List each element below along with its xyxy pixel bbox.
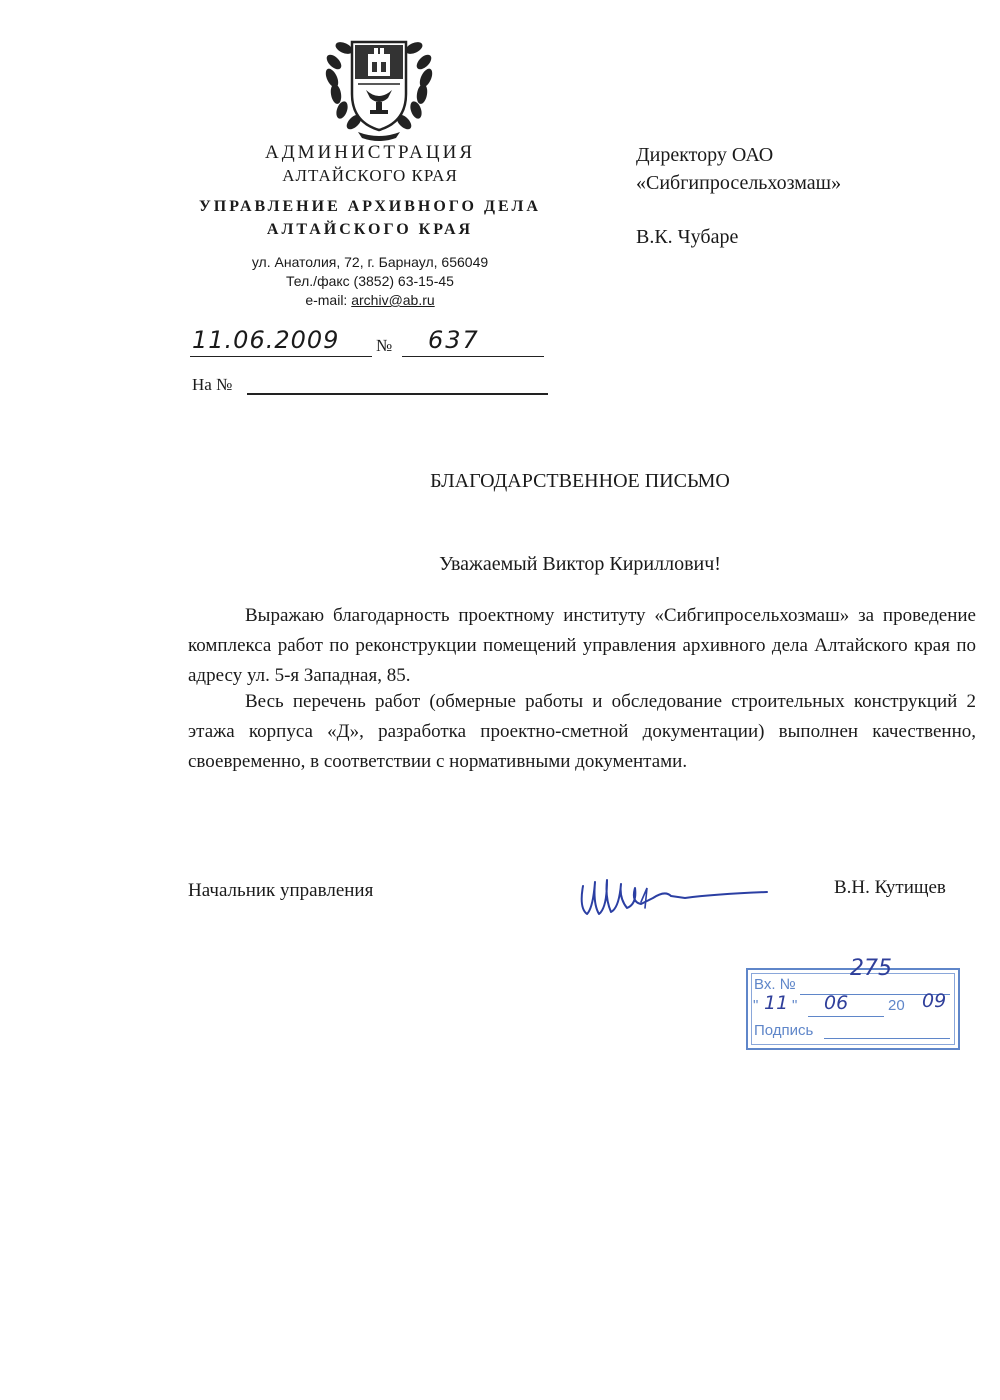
registration-number-label: № <box>376 336 393 355</box>
handwritten-signature <box>575 868 775 924</box>
stamp-signature-underline <box>824 1038 950 1039</box>
recipient-organization: «Сибгипросельхозмаш» <box>636 172 842 194</box>
registration-number: 637 <box>428 326 480 354</box>
reference-underline <box>247 393 548 395</box>
reference-label: На № <box>192 375 233 394</box>
department-region: АЛТАЙСКОГО КРАЯ <box>266 221 474 238</box>
stamp-day: 11 <box>764 992 789 1014</box>
body-paragraph-1: Выражаю благодарность проектному институту «Сибгипросельхозмаш» за проведение комплекса работ по реконструкции помещений управления архивного дела Алтайского края по адресу ул. 5-я Западная, 85. <box>188 605 976 686</box>
stamp-year-suffix: 09 <box>922 990 947 1012</box>
stamp-quote-open: " <box>753 997 759 1014</box>
admin-region: АЛТАЙСКОГО КРАЯ <box>282 166 458 185</box>
stamp-incoming-label: Вх. № <box>754 976 796 993</box>
email-link[interactable]: archiv@ab.ru <box>351 292 435 308</box>
reference-line <box>192 373 552 403</box>
signatory-position: Начальник управления <box>188 880 374 901</box>
incoming-stamp <box>746 956 960 1050</box>
number-underline <box>402 356 544 357</box>
letter-greeting: Уважаемый Виктор Кириллович! <box>439 553 721 575</box>
stamp-incoming-number: 275 <box>850 956 892 981</box>
coat-of-arms-emblem <box>318 32 440 142</box>
stamp-signature-label: Подпись <box>754 1022 814 1039</box>
admin-title: АДМИНИСТРАЦИЯ <box>265 142 475 163</box>
stamp-month: 06 <box>824 992 849 1014</box>
date-underline <box>190 356 372 357</box>
signatory-name: В.Н. Кутищев <box>834 877 946 898</box>
stamp-year-prefix: 20 <box>888 997 905 1014</box>
letter-title: БЛАГОДАРСТВЕННОЕ ПИСЬМО <box>430 470 730 492</box>
postal-address: ул. Анатолия, 72, г. Барнаул, 656049 <box>251 254 489 270</box>
registration-line <box>190 322 550 362</box>
recipient-position: Директору ОАО <box>636 144 774 166</box>
department-title: УПРАВЛЕНИЕ АРХИВНОГО ДЕЛА <box>199 198 541 215</box>
body-paragraph-2: Весь перечень работ (обмерные работы и обследование строительных конструкций 2 этажа корпуса «Д», разработка проектно-сметной документации) выполнен качественно, своевременно, в соответствии с нормативными документами. <box>188 691 976 772</box>
email-label: e-mail: <box>305 292 348 308</box>
recipient-name: В.К. Чубаре <box>636 226 739 248</box>
email-line <box>160 292 580 308</box>
stamp-quote-close: " <box>792 997 798 1014</box>
registration-date: 11.06.2009 <box>192 326 340 354</box>
phone-fax: Тел./факс (3852) 63-15-45 <box>286 273 454 289</box>
stamp-month-underline <box>808 1016 884 1017</box>
